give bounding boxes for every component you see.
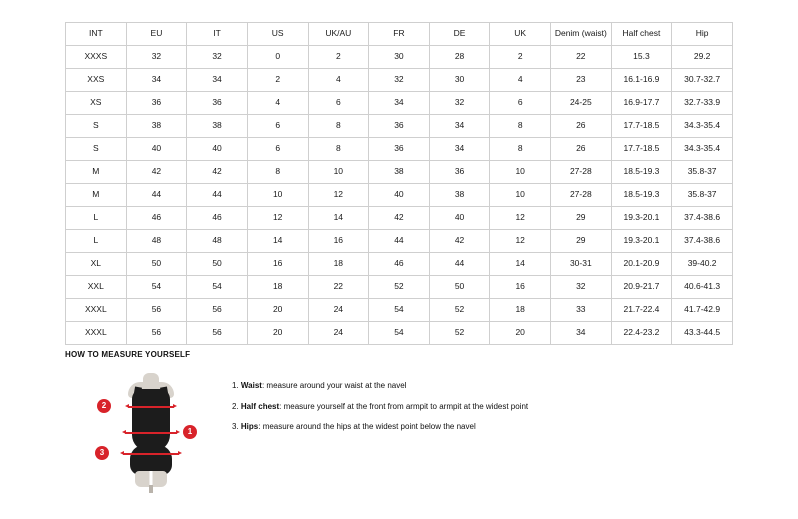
measure-instruction-half-chest: [232, 402, 733, 412]
cell-int: L: [66, 230, 127, 253]
cell-de: 42: [429, 230, 490, 253]
cell-hip: 41.7-42.9: [672, 299, 733, 322]
cell-uk-au: 6: [308, 92, 369, 115]
cell-hip: 32.7-33.9: [672, 92, 733, 115]
cell-fr: 54: [369, 299, 430, 322]
table-row: [66, 207, 733, 230]
cell-hip: 40.6-41.3: [672, 276, 733, 299]
table-row: [66, 92, 733, 115]
cell-uk: 8: [490, 115, 551, 138]
column-header-eu: EU: [126, 23, 187, 46]
cell-fr: 34: [369, 92, 430, 115]
column-header-uk-au: UK/AU: [308, 23, 369, 46]
instruction-number-waist: 1.: [232, 381, 239, 390]
cell-uk: 8: [490, 138, 551, 161]
cell-uk-au: 14: [308, 207, 369, 230]
cell-fr: 40: [369, 184, 430, 207]
cell-uk-au: 4: [308, 69, 369, 92]
cell-us: 20: [247, 299, 308, 322]
instruction-number-half-chest: 2.: [232, 401, 239, 411]
cell-eu: 50: [126, 253, 187, 276]
cell-it: 34: [187, 69, 248, 92]
cell-denim-waist: 29: [551, 207, 612, 230]
cell-int: XXS: [66, 69, 127, 92]
measure-instruction-hips: [232, 422, 733, 432]
cell-it: 48: [187, 230, 248, 253]
cell-us: 16: [247, 253, 308, 276]
cell-eu: 44: [126, 184, 187, 207]
cell-us: 20: [247, 322, 308, 345]
cell-denim-waist: 34: [551, 322, 612, 345]
cell-uk-au: 24: [308, 299, 369, 322]
cell-hip: 34.3-35.4: [672, 115, 733, 138]
mannequin-torso: [127, 373, 175, 485]
cell-uk: 10: [490, 161, 551, 184]
cell-int: XXXL: [66, 322, 127, 345]
column-header-hip: Hip: [672, 23, 733, 46]
column-header-denim-waist: Denim (waist): [551, 23, 612, 46]
cell-uk: 4: [490, 69, 551, 92]
instruction-term-half-chest: Half chest: [240, 401, 280, 411]
waist-measure-arrow-icon: [125, 432, 177, 434]
cell-denim-waist: 33: [551, 299, 612, 322]
hips-measure-arrow-icon: [123, 453, 179, 455]
cell-us: 8: [247, 161, 308, 184]
cell-int: S: [66, 115, 127, 138]
cell-uk-au: 24: [308, 322, 369, 345]
cell-de: 44: [429, 253, 490, 276]
cell-uk-au: 8: [308, 138, 369, 161]
column-header-it: IT: [187, 23, 248, 46]
cell-int: XXXL: [66, 299, 127, 322]
cell-de: 52: [429, 322, 490, 345]
table-row: [66, 161, 733, 184]
cell-uk: 6: [490, 92, 551, 115]
instruction-term-waist: Waist: [240, 381, 262, 390]
cell-uk-au: 12: [308, 184, 369, 207]
column-header-us: US: [247, 23, 308, 46]
cell-int: XS: [66, 92, 127, 115]
cell-hip: 30.7-32.7: [672, 69, 733, 92]
cell-half-chest: 17.7-18.5: [611, 115, 672, 138]
cell-half-chest: 15.3: [611, 46, 672, 69]
cell-uk: 2: [490, 46, 551, 69]
mannequin-bodice: [132, 389, 170, 451]
cell-fr: 36: [369, 138, 430, 161]
instruction-number-hips: 3.: [232, 422, 239, 432]
cell-us: 10: [247, 184, 308, 207]
cell-uk: 10: [490, 184, 551, 207]
cell-hip: 37.4-38.6: [672, 230, 733, 253]
cell-hip: 43.3-44.5: [672, 322, 733, 345]
cell-denim-waist: 26: [551, 138, 612, 161]
cell-hip: 29.2: [672, 46, 733, 69]
cell-eu: 54: [126, 276, 187, 299]
cell-uk-au: 18: [308, 253, 369, 276]
cell-eu: 32: [126, 46, 187, 69]
cell-half-chest: 20.9-21.7: [611, 276, 672, 299]
cell-it: 56: [187, 322, 248, 345]
cell-half-chest: 18.5-19.3: [611, 161, 672, 184]
cell-denim-waist: 27-28: [551, 161, 612, 184]
cell-uk-au: 2: [308, 46, 369, 69]
instruction-text-half-chest: : measure yourself at the front from armpit to armpit at the widest point: [279, 401, 529, 411]
cell-denim-waist: 26: [551, 115, 612, 138]
cell-uk: 18: [490, 299, 551, 322]
badge-hips: 3: [95, 446, 109, 460]
cell-us: 6: [247, 138, 308, 161]
cell-de: 50: [429, 276, 490, 299]
cell-uk: 20: [490, 322, 551, 345]
cell-de: 32: [429, 92, 490, 115]
cell-uk-au: 22: [308, 276, 369, 299]
table-row: [66, 230, 733, 253]
table-row: [66, 115, 733, 138]
cell-int: S: [66, 138, 127, 161]
instruction-text-hips: : measure around the hips at the widest point below the navel: [258, 422, 476, 432]
half-chest-measure-arrow-icon: [128, 406, 174, 408]
table-header-row: [66, 23, 733, 46]
cell-de: 34: [429, 115, 490, 138]
how-to-measure-body: [65, 369, 733, 489]
cell-half-chest: 22.4-23.2: [611, 322, 672, 345]
column-header-de: DE: [429, 23, 490, 46]
table-row: [66, 184, 733, 207]
cell-eu: 56: [126, 322, 187, 345]
cell-us: 18: [247, 276, 308, 299]
cell-hip: 37.4-38.6: [672, 207, 733, 230]
cell-it: 32: [187, 46, 248, 69]
cell-uk: 14: [490, 253, 551, 276]
cell-eu: 56: [126, 299, 187, 322]
cell-fr: 32: [369, 69, 430, 92]
cell-eu: 48: [126, 230, 187, 253]
instruction-term-hips: Hips: [240, 422, 259, 432]
cell-denim-waist: 23: [551, 69, 612, 92]
cell-int: L: [66, 207, 127, 230]
cell-de: 52: [429, 299, 490, 322]
badge-half-chest: 2: [97, 399, 111, 413]
column-header-fr: FR: [369, 23, 430, 46]
cell-hip: 39-40.2: [672, 253, 733, 276]
cell-de: 34: [429, 138, 490, 161]
cell-fr: 54: [369, 322, 430, 345]
table-body: [66, 46, 733, 345]
column-header-uk: UK: [490, 23, 551, 46]
cell-hip: 35.8-37: [672, 184, 733, 207]
cell-fr: 46: [369, 253, 430, 276]
cell-int: XL: [66, 253, 127, 276]
cell-denim-waist: 29: [551, 230, 612, 253]
cell-it: 42: [187, 161, 248, 184]
table-row: [66, 276, 733, 299]
cell-eu: 34: [126, 69, 187, 92]
size-chart-container: [65, 22, 733, 345]
table-row: [66, 322, 733, 345]
cell-it: 50: [187, 253, 248, 276]
table-row: [66, 69, 733, 92]
cell-it: 56: [187, 299, 248, 322]
badge-waist: 1: [183, 425, 197, 439]
cell-denim-waist: 32: [551, 276, 612, 299]
cell-int: XXL: [66, 276, 127, 299]
table-row: [66, 253, 733, 276]
size-chart-table: [65, 22, 733, 345]
cell-half-chest: 19.3-20.1: [611, 207, 672, 230]
cell-denim-waist: 22: [551, 46, 612, 69]
cell-eu: 36: [126, 92, 187, 115]
cell-fr: 52: [369, 276, 430, 299]
cell-de: 28: [429, 46, 490, 69]
cell-hip: 35.8-37: [672, 161, 733, 184]
cell-uk-au: 16: [308, 230, 369, 253]
column-header-half-chest: Half chest: [611, 23, 672, 46]
cell-fr: 44: [369, 230, 430, 253]
cell-hip: 34.3-35.4: [672, 138, 733, 161]
cell-fr: 36: [369, 115, 430, 138]
cell-it: 54: [187, 276, 248, 299]
cell-uk: 12: [490, 207, 551, 230]
cell-de: 38: [429, 184, 490, 207]
measure-instructions-list: [232, 369, 733, 443]
cell-half-chest: 19.3-20.1: [611, 230, 672, 253]
cell-uk-au: 8: [308, 115, 369, 138]
cell-fr: 42: [369, 207, 430, 230]
cell-half-chest: 16.1-16.9: [611, 69, 672, 92]
cell-it: 38: [187, 115, 248, 138]
cell-it: 40: [187, 138, 248, 161]
measure-instruction-waist: [232, 381, 733, 391]
cell-de: 30: [429, 69, 490, 92]
cell-half-chest: 20.1-20.9: [611, 253, 672, 276]
cell-it: 46: [187, 207, 248, 230]
cell-denim-waist: 27-28: [551, 184, 612, 207]
cell-fr: 38: [369, 161, 430, 184]
cell-half-chest: 18.5-19.3: [611, 184, 672, 207]
cell-fr: 30: [369, 46, 430, 69]
cell-half-chest: 16.9-17.7: [611, 92, 672, 115]
cell-uk: 12: [490, 230, 551, 253]
cell-uk: 16: [490, 276, 551, 299]
cell-denim-waist: 24-25: [551, 92, 612, 115]
cell-us: 6: [247, 115, 308, 138]
cell-us: 0: [247, 46, 308, 69]
cell-int: M: [66, 184, 127, 207]
cell-us: 12: [247, 207, 308, 230]
cell-us: 14: [247, 230, 308, 253]
cell-int: XXXS: [66, 46, 127, 69]
cell-half-chest: 21.7-22.4: [611, 299, 672, 322]
mannequin-stand: [149, 485, 153, 493]
cell-eu: 40: [126, 138, 187, 161]
column-header-int: INT: [66, 23, 127, 46]
cell-eu: 42: [126, 161, 187, 184]
instruction-text-waist: : measure around your waist at the navel: [261, 381, 407, 390]
cell-de: 40: [429, 207, 490, 230]
cell-uk-au: 10: [308, 161, 369, 184]
cell-half-chest: 17.7-18.5: [611, 138, 672, 161]
cell-us: 4: [247, 92, 308, 115]
how-to-measure-section: [65, 350, 733, 489]
cell-us: 2: [247, 69, 308, 92]
table-row: [66, 46, 733, 69]
cell-it: 36: [187, 92, 248, 115]
table-row: [66, 299, 733, 322]
how-to-measure-title: HOW TO MEASURE YOURSELF: [65, 350, 191, 359]
cell-int: M: [66, 161, 127, 184]
table-row: [66, 138, 733, 161]
mannequin-illustration: [95, 369, 210, 489]
cell-it: 44: [187, 184, 248, 207]
cell-de: 36: [429, 161, 490, 184]
cell-denim-waist: 30-31: [551, 253, 612, 276]
cell-eu: 38: [126, 115, 187, 138]
cell-eu: 46: [126, 207, 187, 230]
